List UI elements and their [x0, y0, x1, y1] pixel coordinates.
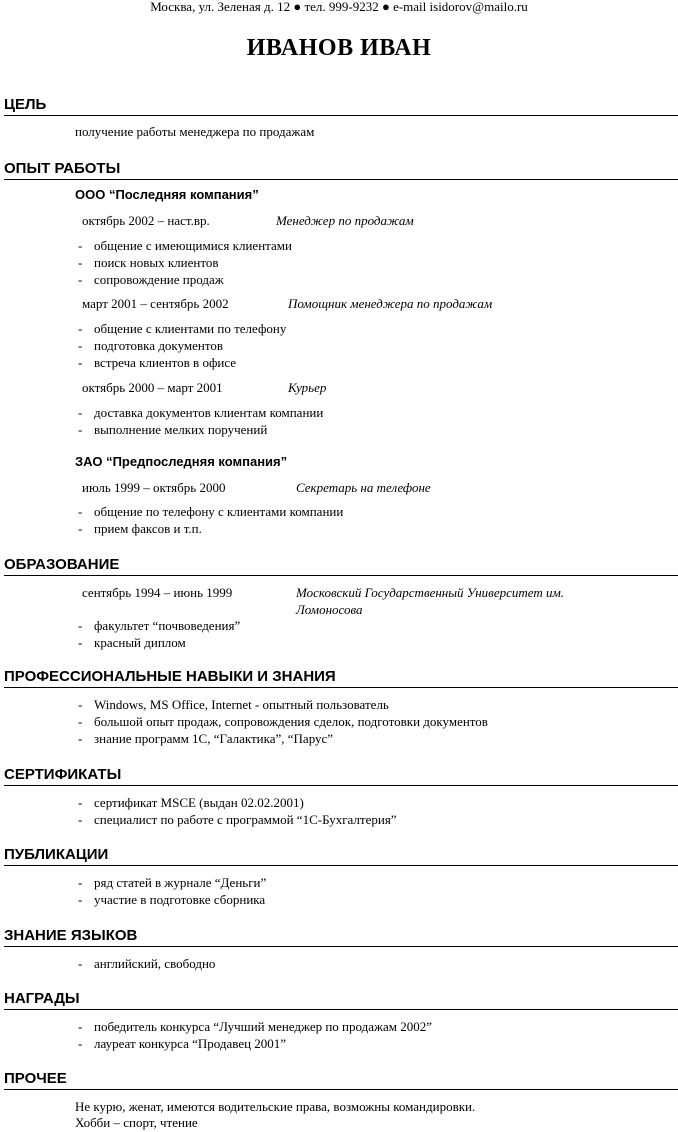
bullet-marker: - [78, 1019, 83, 1034]
list-item [78, 338, 223, 354]
list-item-text: ряд статей в журнале “Деньги” [94, 875, 267, 890]
bullet-marker: - [78, 238, 83, 253]
list-item [78, 422, 267, 438]
bullet-marker: - [78, 521, 83, 536]
list-item [78, 504, 343, 520]
bullet-marker: - [78, 795, 83, 810]
list-item [78, 618, 240, 634]
section-heading: НАГРАДЫ [4, 990, 678, 1010]
company-name: ООО “Последняя компания” [75, 187, 259, 202]
bullet-marker: - [78, 422, 83, 437]
section-publications [4, 846, 678, 866]
section-heading: ЗНАНИЕ ЯЗЫКОВ [4, 927, 678, 947]
list-item [78, 875, 266, 891]
bullet-marker: - [78, 697, 83, 712]
section-skills [4, 668, 678, 688]
list-item [78, 635, 186, 651]
education-period: сентябрь 1994 – июнь 1999 [82, 585, 233, 600]
list-item-text: лауреат конкурса “Продавец 2001” [94, 1036, 287, 1051]
other-text: Не курю, женат, имеются водительские права, возможны командировки. [75, 1099, 476, 1114]
list-item-text: встреча клиентов в офисе [94, 355, 237, 370]
list-item-text: общение с клиентами по телефону [94, 321, 287, 336]
list-item [78, 521, 202, 537]
section-education [4, 556, 678, 576]
list-item-text: подготовка документов [94, 338, 223, 353]
section-heading: ПРОФЕССИОНАЛЬНЫЕ НАВЫКИ И ЗНАНИЯ [4, 668, 678, 688]
list-item [78, 1019, 432, 1035]
position-period: октябрь 2000 – март 2001 [82, 380, 223, 395]
section-experience [4, 160, 678, 180]
bullet-marker: - [78, 1036, 83, 1051]
bullet-marker: - [78, 812, 83, 827]
list-item-text: английский, свободно [94, 956, 216, 971]
list-item-text: сопровождение продаж [94, 272, 224, 287]
list-item [78, 238, 292, 254]
list-item [78, 812, 397, 828]
list-item-text: специалист по работе с программой “1С-Бухгалтерия” [94, 812, 397, 827]
contact-info: Москва, ул. Зеленая д. 12 ● тел. 999-9232 ● e-mail isidorov@mailo.ru [150, 0, 528, 14]
section-other [4, 1070, 678, 1090]
bullet-marker: - [78, 635, 83, 650]
list-item-text: доставка документов клиентам компании [94, 405, 324, 420]
section-heading: СЕРТИФИКАТЫ [4, 766, 678, 786]
goal-text: получение работы менеджера по продажам [75, 124, 315, 139]
list-item-text: факультет “почвоведения” [94, 618, 241, 633]
bullet-marker: - [78, 338, 83, 353]
bullet-marker: - [78, 355, 83, 370]
position-title: Менеджер по продажам [276, 213, 414, 228]
position-period: октябрь 2002 – наст.вр. [82, 213, 210, 228]
list-item-text: большой опыт продаж, сопровождения сделок, подготовки документов [94, 714, 488, 729]
list-item [78, 731, 333, 747]
list-item-text: Windows, MS Office, Internet - опытный пользователь [94, 697, 389, 712]
bullet-marker: - [78, 618, 83, 633]
list-item [78, 1036, 286, 1052]
position-title: Секретарь на телефоне [296, 480, 431, 495]
position-title: Курьер [288, 380, 327, 395]
bullet-marker: - [78, 255, 83, 270]
list-item [78, 892, 265, 908]
bullet-marker: - [78, 892, 83, 907]
position-period: июль 1999 – октябрь 2000 [82, 480, 226, 495]
bullet-marker: - [78, 405, 83, 420]
section-heading: ОБРАЗОВАНИЕ [4, 556, 678, 576]
list-item [78, 405, 323, 421]
list-item-text: общение с имеющимися клиентами [94, 238, 292, 253]
bullet-marker: - [78, 272, 83, 287]
list-item-text: победитель конкурса “Лучший менеджер по продажам 2002” [94, 1019, 433, 1034]
bullet-marker: - [78, 321, 83, 336]
section-awards [4, 990, 678, 1010]
section-heading: ПУБЛИКАЦИИ [4, 846, 678, 866]
list-item [78, 697, 389, 713]
page-title: ИВАНОВ ИВАН [246, 35, 432, 61]
section-heading: ПРОЧЕЕ [4, 1070, 678, 1090]
position-title: Помощник менеджера по продажам [288, 296, 493, 311]
list-item-text: прием факсов и т.п. [94, 521, 202, 536]
list-item [78, 795, 304, 811]
bullet-marker: - [78, 875, 83, 890]
section-heading: ЦЕЛЬ [4, 96, 678, 116]
education-institution: Московский Государственный Университет им. [296, 585, 565, 600]
list-item-text: знание программ 1С, “Галактика”, “Парус” [94, 731, 334, 746]
section-languages [4, 927, 678, 947]
other-text-hobby: Хобби – спорт, чтение [75, 1115, 198, 1130]
list-item [78, 272, 224, 288]
section-heading: ОПЫТ РАБОТЫ [4, 160, 678, 180]
list-item-text: красный диплом [94, 635, 186, 650]
position-period: март 2001 – сентябрь 2002 [82, 296, 229, 311]
education-institution-continued: Ломоносова [296, 602, 363, 617]
list-item-text: выполнение мелких поручений [94, 422, 268, 437]
list-item-text: участие в подготовке сборника [94, 892, 266, 907]
bullet-marker: - [78, 731, 83, 746]
list-item [78, 255, 218, 271]
list-item [78, 714, 488, 730]
list-item-text: общение по телефону с клиентами компании [94, 504, 344, 519]
bullet-marker: - [78, 956, 83, 971]
bullet-marker: - [78, 504, 83, 519]
section-goal [4, 96, 678, 116]
list-item-text: сертификат MSCE (выдан 02.02.2001) [94, 795, 304, 810]
list-item [78, 355, 236, 371]
list-item [78, 956, 215, 972]
list-item-text: поиск новых клиентов [94, 255, 219, 270]
list-item [78, 321, 286, 337]
section-certificates [4, 766, 678, 786]
company-name: ЗАО “Предпоследняя компания” [75, 454, 288, 469]
bullet-marker: - [78, 714, 83, 729]
